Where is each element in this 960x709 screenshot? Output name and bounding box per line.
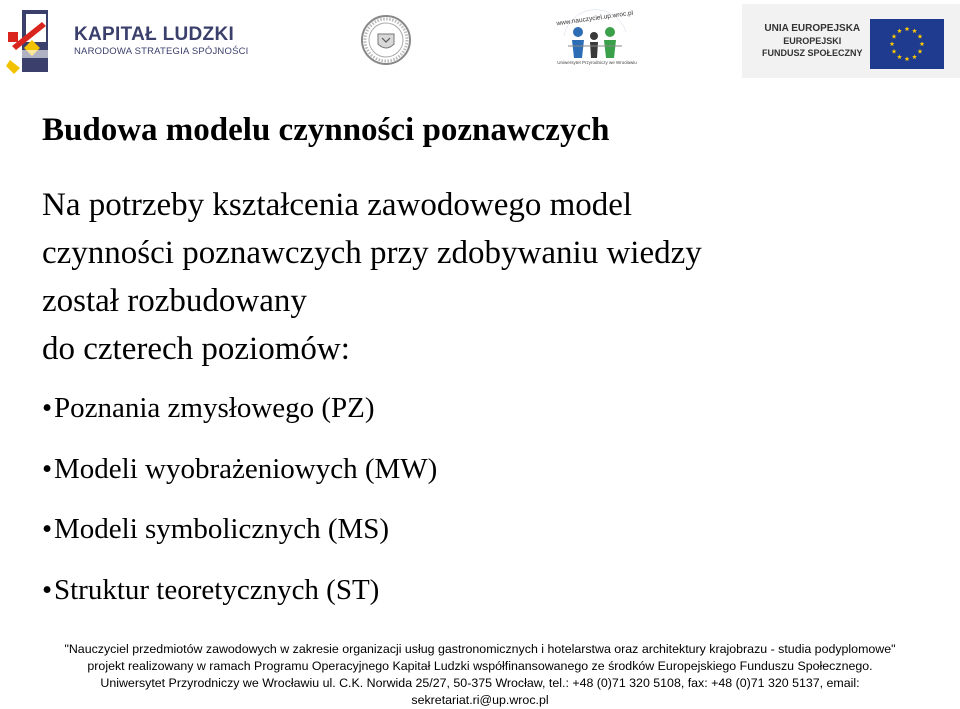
level-label: Modeli wyobrażeniowych (MW) (54, 452, 438, 485)
nauczyciel-logo-icon (550, 6, 640, 76)
footer-line: sekretariat.ri@up.wroc.pl (411, 693, 549, 707)
footer-line: "Nauczyciel przedmiotów zawodowych w zakresie organizacji usług gastronomicznych i hotelarstwa oraz architektury krajobrazu - studia podyplomowe" (64, 642, 896, 656)
level-label: Modeli symbolicznych (MS) (54, 513, 390, 545)
intro-line: został rozbudowany (42, 283, 307, 319)
intro-line: czynności poznawczych przy zdobywaniu wiedzy (42, 235, 702, 271)
eu-logo (742, 4, 960, 78)
kapital-ludzki-subtitle: NARODOWA STRATEGIA SPÓJNOŚCI (74, 46, 249, 57)
intro-text (42, 181, 942, 373)
footer-line: projekt realizowany w ramach Programu Operacyjnego Kapitał Ludzki współfinansowanego ze środków Europejskiego Funduszu Społecznego. (87, 659, 873, 673)
eu-line2: EUROPEJSKI (783, 36, 842, 46)
bullet: • (42, 573, 53, 606)
logo-bar (0, 0, 960, 82)
eu-flag-icon (870, 19, 944, 69)
nauczyciel-url: www.nauczyciel.up.wroc.pl (556, 9, 634, 28)
bullet: • (42, 392, 53, 424)
level-label: Poznania zmysłowego (PZ) (54, 392, 375, 424)
bullet: • (42, 452, 53, 485)
list-item (42, 511, 437, 547)
kapital-ludzki-title: KAPITAŁ LUDZKI (74, 24, 235, 45)
intro-line: Na potrzeby kształcenia zawodowego model (42, 187, 633, 223)
footer-line: Uniwersytet Przyrodniczy we Wrocławiu ul. C.K. Norwida 25/27, 50-375 Wrocław, tel.: +48 (0)71 320 5108, fax: +48 (0)71 320 5137, email: (100, 676, 860, 690)
eu-line3: FUNDUSZ SPOŁECZNY (762, 48, 863, 58)
bullet: • (42, 513, 53, 545)
level-label: Struktur teoretycznych (ST) (54, 573, 380, 606)
levels-list (42, 390, 437, 632)
list-item (42, 451, 437, 487)
list-item (42, 390, 437, 426)
kapital-ludzki-emblem-icon (2, 2, 72, 80)
nauczyciel-caption: Uniwersytet Przyrodniczy we Wrocławiu (557, 60, 637, 65)
list-item (42, 572, 437, 608)
footer (0, 641, 960, 709)
intro-line: do czterech poziomów: (42, 331, 350, 367)
university-seal-icon (360, 14, 412, 66)
eu-line1: UNIA EUROPEJSKA (764, 23, 861, 34)
kapital-ludzki-logo (2, 2, 252, 80)
slide-title: Budowa modelu czynności poznawczych (42, 112, 610, 148)
